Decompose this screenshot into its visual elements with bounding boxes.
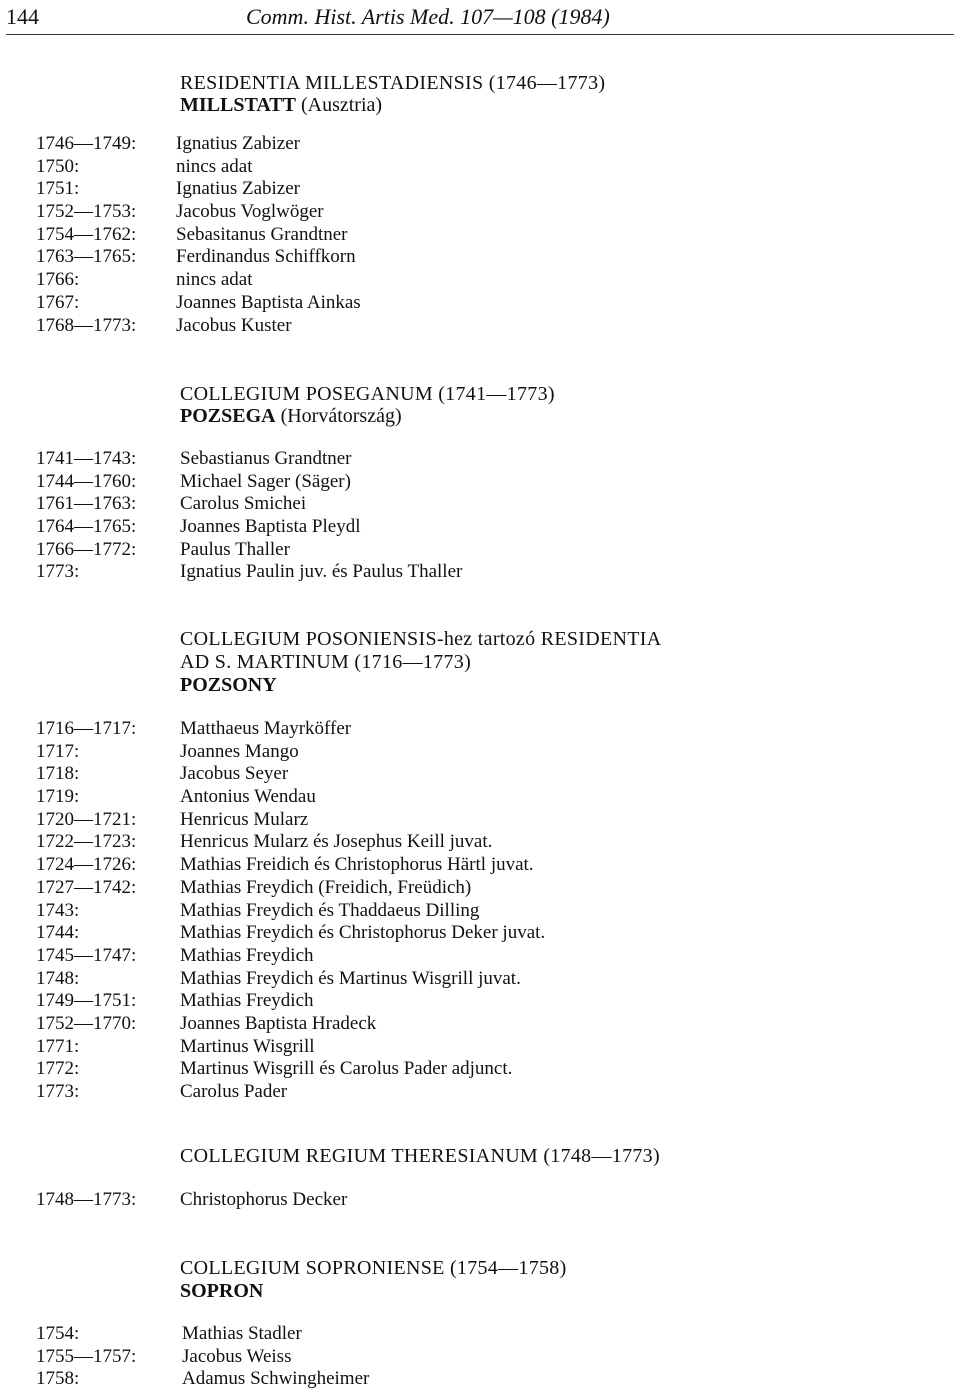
entry-name: Mathias Freydich (Freidich, Freüdich)	[180, 876, 472, 898]
list-item	[0, 448, 960, 471]
entry-name: Adamus Schwingheimer	[182, 1368, 370, 1390]
list-item	[0, 968, 960, 991]
page-number: 144	[6, 4, 39, 29]
list-item	[0, 224, 960, 247]
entry-name: Mathias Freidich és Christophorus Härtl juvat.	[180, 854, 534, 876]
city-name: SOPRON	[180, 1280, 264, 1302]
entry-name: Paulus Thaller	[180, 538, 290, 560]
entry-years: 1727—1742:	[36, 876, 137, 898]
entry-years: 1752—1770:	[36, 1012, 137, 1034]
list-item	[0, 1368, 960, 1391]
entry-years: 1766:	[36, 269, 80, 291]
list-item	[0, 561, 960, 584]
entry-years: 1743:	[36, 899, 80, 921]
entry-years: 1748:	[36, 967, 80, 989]
entry-name: Jacobus Seyer	[180, 763, 289, 785]
entry-years: 1744—1760:	[36, 470, 137, 492]
entry-name: Carolus Pader	[180, 1081, 288, 1102]
entry-years: 1720—1721:	[36, 808, 137, 830]
entry-list	[0, 1323, 960, 1391]
entry-name: Mathias Freydich	[180, 990, 314, 1012]
section-title: COLLEGIUM SOPRONIENSE (1754—1758)	[180, 1257, 567, 1279]
list-item	[0, 156, 960, 179]
entry-years: 1755—1757:	[36, 1345, 137, 1367]
list-item	[0, 741, 960, 764]
entry-years: 1767:	[36, 291, 80, 313]
list-item	[0, 1036, 960, 1059]
list-item	[0, 1058, 960, 1081]
list-item	[0, 922, 960, 945]
list-item	[0, 1013, 960, 1036]
entry-name: Jacobus Voglwöger	[176, 201, 324, 223]
section-city	[180, 405, 402, 428]
entry-list	[0, 718, 960, 1104]
entry-years: 1761—1763:	[36, 493, 137, 515]
entry-years: 1773:	[36, 1081, 80, 1102]
journal-citation: Comm. Hist. Artis Med. 107—108 (1984)	[246, 4, 610, 29]
list-item	[0, 201, 960, 224]
entry-name: Ignatius Zabizer	[176, 178, 300, 200]
entry-name: Henricus Mularz	[180, 808, 309, 830]
list-item	[0, 178, 960, 201]
list-item	[0, 133, 960, 156]
list-item	[0, 471, 960, 494]
entry-years: 1773:	[36, 561, 80, 583]
entry-name: Antonius Wendau	[180, 786, 316, 808]
entry-name: Joannes Baptista Pleydl	[180, 516, 361, 538]
entry-name: Sebasitanus Grandtner	[176, 223, 348, 245]
page-header	[0, 0, 960, 40]
list-item	[0, 945, 960, 968]
entry-years: 1748—1773:	[36, 1189, 137, 1210]
entry-years: 1749—1751:	[36, 990, 137, 1012]
entry-name: Mathias Freydich és Thaddaeus Dilling	[180, 899, 480, 921]
entry-years: 1768—1773:	[36, 314, 137, 336]
list-item	[0, 292, 960, 315]
entry-name: Mathias Freydich	[180, 944, 314, 966]
section-title: COLLEGIUM POSONIENSIS-hez tartozó RESIDENTIA	[180, 628, 662, 650]
entry-years: 1722—1723:	[36, 831, 137, 853]
entry-name: Martinus Wisgrill	[180, 1035, 315, 1057]
entry-years: 1741—1743:	[36, 448, 137, 469]
list-item	[0, 877, 960, 900]
entry-name: nincs adat	[176, 269, 253, 291]
entry-name: Joannes Mango	[180, 740, 299, 762]
entry-name: Ignatius Paulin juv. és Paulus Thaller	[180, 561, 463, 583]
entry-years: 1717:	[36, 740, 80, 762]
entry-name: Martinus Wisgrill és Carolus Pader adjunct.	[180, 1058, 513, 1080]
entry-name: Joannes Baptista Ainkas	[176, 291, 361, 313]
entry-name: Mathias Freydich és Martinus Wisgrill juvat.	[180, 967, 521, 989]
entry-name: Jacobus Kuster	[176, 314, 292, 336]
entry-years: 1718:	[36, 763, 80, 785]
list-item	[0, 763, 960, 786]
list-item	[0, 718, 960, 741]
city-name: MILLSTATT	[180, 94, 296, 116]
entry-years: 1771:	[36, 1035, 80, 1057]
list-item	[0, 493, 960, 516]
entry-name: Christophorus Decker	[180, 1189, 348, 1210]
section-city	[180, 1280, 263, 1303]
list-item	[0, 831, 960, 854]
entry-name: Henricus Mularz és Josephus Keill juvat.	[180, 831, 493, 853]
list-item	[0, 246, 960, 269]
section-title-line2: AD S. MARTINUM (1716—1773)	[180, 651, 472, 673]
entry-name: Joannes Baptista Hradeck	[180, 1012, 377, 1034]
list-item	[0, 1189, 960, 1212]
entry-name: Ignatius Zabizer	[176, 133, 300, 154]
entry-years: 1754:	[36, 1323, 80, 1344]
entry-years: 1745—1747:	[36, 944, 137, 966]
entry-years: 1746—1749:	[36, 133, 137, 154]
entry-years: 1719:	[36, 786, 80, 808]
entry-list	[0, 133, 960, 337]
entry-name: Matthaeus Mayrköffer	[180, 718, 352, 739]
section-title: RESIDENTIA MILLESTADIENSIS (1746—1773)	[180, 72, 606, 94]
section-title: COLLEGIUM POSEGANUM (1741—1773)	[180, 383, 555, 405]
list-item	[0, 1323, 960, 1346]
entry-years: 1716—1717:	[36, 718, 137, 739]
city-name: POZSEGA	[180, 405, 276, 427]
entry-years: 1758:	[36, 1368, 80, 1390]
entry-years: 1766—1772:	[36, 538, 137, 560]
list-item	[0, 539, 960, 562]
entry-years: 1744:	[36, 922, 80, 944]
section-title: COLLEGIUM REGIUM THERESIANUM (1748—1773)	[180, 1145, 660, 1167]
header-rule	[6, 34, 954, 35]
list-item	[0, 809, 960, 832]
entry-list	[0, 1189, 960, 1212]
country-name: (Ausztria)	[300, 94, 383, 116]
entry-years: 1763—1765:	[36, 246, 137, 268]
list-item	[0, 516, 960, 539]
list-item	[0, 786, 960, 809]
entry-years: 1750:	[36, 155, 80, 177]
entry-name: Mathias Freydich és Christophorus Deker juvat.	[180, 922, 546, 944]
entry-years: 1764—1765:	[36, 516, 137, 538]
entry-years: 1724—1726:	[36, 854, 137, 876]
entry-years: 1752—1753:	[36, 201, 137, 223]
entry-years: 1751:	[36, 178, 80, 200]
entry-name: Michael Sager (Säger)	[180, 470, 351, 492]
list-item	[0, 1346, 960, 1369]
list-item	[0, 269, 960, 292]
list-item	[0, 854, 960, 877]
entry-name: Sebastianus Grandtner	[180, 448, 352, 469]
entry-name: Mathias Stadler	[182, 1323, 302, 1344]
section-city	[180, 674, 277, 697]
list-item	[0, 990, 960, 1013]
city-name: POZSONY	[180, 674, 277, 696]
entry-name: Jacobus Weiss	[182, 1345, 292, 1367]
entry-years: 1754—1762:	[36, 223, 137, 245]
entry-name: nincs adat	[176, 155, 253, 177]
list-item	[0, 1081, 960, 1104]
section-city	[180, 94, 382, 117]
entry-years: 1772:	[36, 1058, 80, 1080]
list-item	[0, 900, 960, 923]
country-name: (Horvátország)	[280, 405, 402, 427]
entry-name: Carolus Smichei	[180, 493, 307, 515]
entry-name: Ferdinandus Schiffkorn	[176, 246, 356, 268]
list-item	[0, 315, 960, 338]
entry-list	[0, 448, 960, 584]
